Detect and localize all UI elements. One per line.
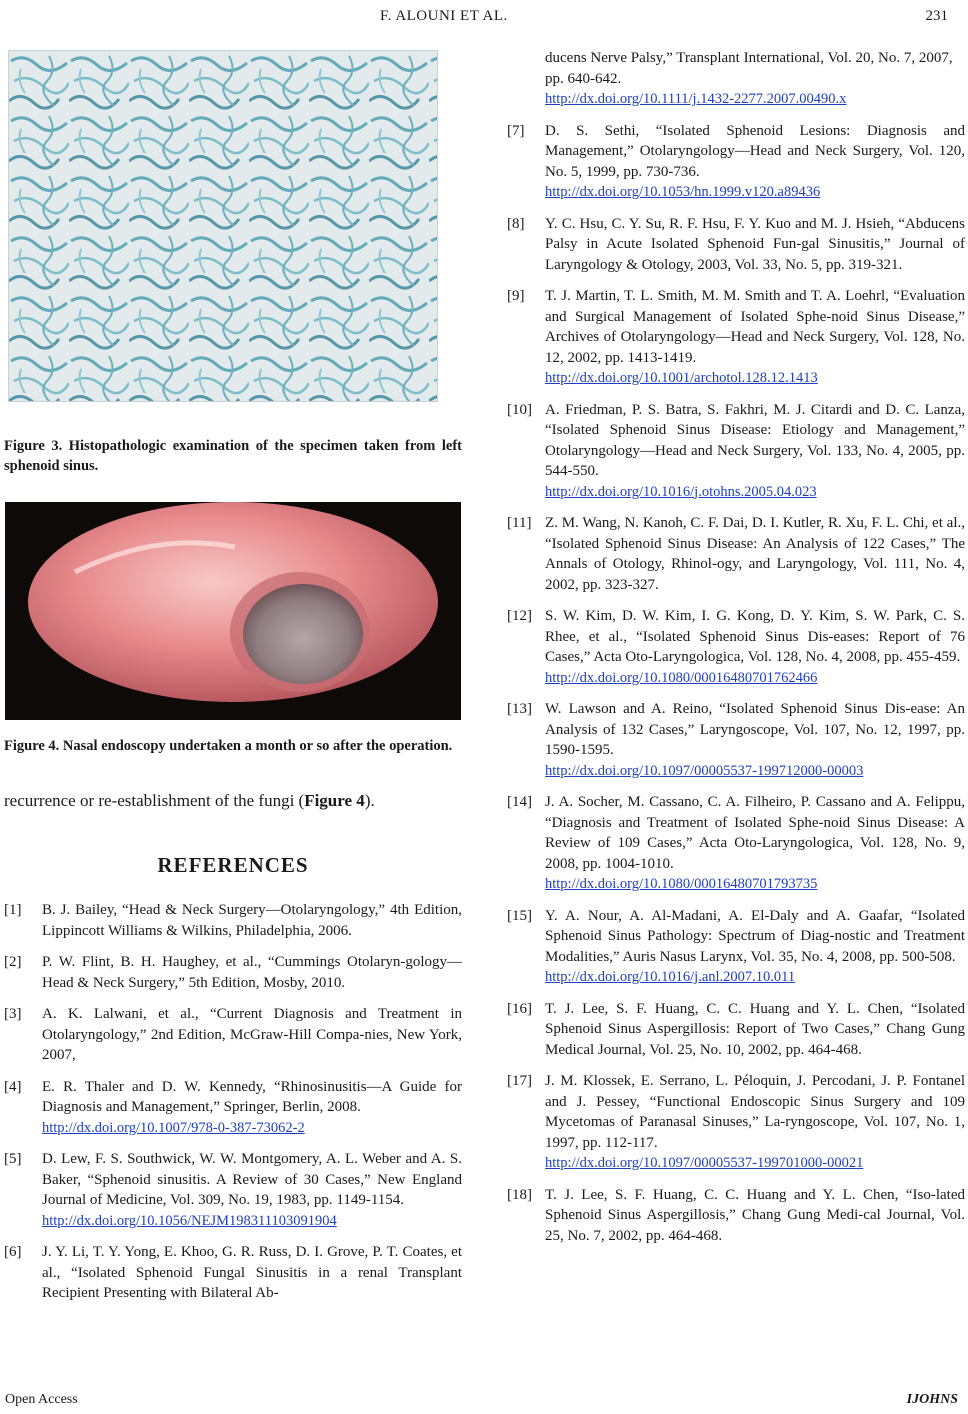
reference-item [507, 121, 965, 203]
reference-item [4, 1149, 462, 1231]
reference-item [507, 1071, 965, 1174]
reference-number: [12] [507, 608, 532, 624]
reference-text: Z. M. Wang, N. Kanoh, C. F. Dai, D. I. Kutler, R. Xu, F. L. Chi, et al., “Isolated Sphenoid Sinus Disease: An Analysis of 122 Cases,” The Annals of Otology, Rhinol-ogy, and Laryngology, Vol. 111, No. 4, 2002, pp. 323-327. [545, 515, 965, 593]
reference-number: [3] [4, 1006, 22, 1022]
reference-number: [13] [507, 701, 532, 717]
reference-doi-link[interactable]: http://dx.doi.org/10.1007/978-0-387-73062-2 [42, 1119, 305, 1136]
reference-doi-link[interactable]: http://dx.doi.org/10.1111/j.1432-2277.2007.00490.x [545, 91, 847, 107]
reference-number: [14] [507, 794, 532, 810]
reference-text: E. R. Thaler and D. W. Kennedy, “Rhinosinusitis—A Guide for Diagnosis and Management,” Springer, Berlin, 2008. [42, 1078, 462, 1115]
reference-item [507, 400, 965, 503]
body-text: recurrence or re-establishment of the fungi ( [4, 791, 305, 810]
reference-number: [11] [507, 515, 532, 531]
footer-journal: IJOHNS [906, 1392, 958, 1407]
reference-text: ducens Nerve Palsy,” Transplant International, Vol. 20, No. 7, 2007, pp. 640-642. [545, 50, 953, 87]
reference-doi-link[interactable]: http://dx.doi.org/10.1097/00005537-199701000-00021 [545, 1155, 864, 1171]
endoscopy-image [5, 502, 461, 720]
reference-item [507, 999, 965, 1061]
reference-item [507, 606, 965, 688]
reference-number: [6] [4, 1244, 22, 1260]
reference-doi-link[interactable]: http://dx.doi.org/10.1053/hn.1999.v120.a89436 [545, 184, 821, 200]
reference-number: [18] [507, 1186, 532, 1203]
reference-item [4, 1004, 462, 1066]
histology-image [9, 51, 437, 401]
reference-doi-link[interactable]: http://dx.doi.org/10.1016/j.anl.2007.10.011 [545, 969, 796, 985]
figure-4-caption: Figure 4. Nasal endoscopy undertaken a month or so after the operation. [4, 738, 453, 754]
reference-text: P. W. Flint, B. H. Haughey, et al., “Cummings Otolaryn-gology—Head & Neck Surgery,” 5th Edition, Mosby, 2010. [42, 954, 462, 991]
reference-item [507, 1185, 965, 1247]
reference-item [507, 906, 965, 988]
reference-number: [5] [4, 1151, 22, 1167]
reference-text: J. M. Klossek, E. Serrano, L. Péloquin, J. Percodani, J. P. Fontanel and J. Pessey, “Functional Endoscopic Sinus Surgery and 109 Mycetomas of Paranasal Sinuses,” La-ryngoscope, Vol. 107, No. 1, 1997, pp. 112-117. [545, 1073, 965, 1151]
reference-doi-link[interactable]: http://dx.doi.org/10.1080/00016480701762466 [545, 669, 818, 686]
figure-3-caption: Figure 3. Histopathologic examination of the specimen taken from left sphenoid sinus. [4, 438, 462, 474]
reference-item [507, 513, 965, 595]
reference-item [4, 1242, 462, 1304]
reference-number: [2] [4, 954, 22, 970]
reference-doi-link[interactable]: http://dx.doi.org/10.1080/00016480701793735 [545, 876, 818, 892]
references-heading: REFERENCES [157, 853, 309, 877]
left-column [4, 50, 462, 1315]
running-author: F. ALOUNI ET AL. [380, 8, 508, 24]
body-text-end: ). [364, 791, 375, 810]
reference-number: [10] [507, 401, 532, 418]
reference-text: J. A. Socher, M. Cassano, C. A. Filheiro, P. Cassano and A. Felippu, “Diagnosis and Treatment of Isolated Sphe-noid Sinus Disease: A Review of 109 Cases,” Acta Oto-Laryngologica, Vol. 128, No. 9, 2008, pp. 1004-1010. [545, 794, 965, 872]
reference-number: [15] [507, 907, 532, 924]
reference-text: T. J. Lee, S. F. Huang, C. C. Huang and Y. L. Chen, “Isolated Sphenoid Sinus Aspergillosis: Report of Two Cases,” Chang Gung Medical Journal, Vol. 25, No. 10, 2002, pp. 464-468. [545, 1000, 965, 1058]
body-paragraph [4, 789, 462, 813]
reference-item [4, 1077, 462, 1139]
reference-number: [7] [507, 122, 525, 139]
reference-text: A. K. Lalwani, et al., “Current Diagnosis and Treatment in Otolaryngology,” 2nd Edition, McGraw-Hill Compa-nies, New York, 2007, [42, 1006, 462, 1063]
reference-text: T. J. Martin, T. L. Smith, M. M. Smith and T. A. Loehrl, “Evaluation and Surgical Management of Isolated Sphe-noid Sinus Disease,” Archives of Otolaryngology—Head and Neck Surgery, Vol. 128, No. 12, 2002, pp. 1413-1419. [545, 288, 965, 366]
reference-text: T. J. Lee, S. F. Huang, C. C. Huang and Y. L. Chen, “Iso-lated Sphenoid Sinus Aspergillosis,” Chang Gung Medi-cal Journal, Vol. 25, No. 7, 2002, pp. 464-468. [545, 1186, 965, 1244]
reference-doi-link[interactable]: http://dx.doi.org/10.1056/NEJM198311103091904 [42, 1212, 337, 1229]
reference-number: [9] [507, 288, 525, 304]
figure-4-reference: Figure 4 [304, 791, 365, 810]
reference-text: W. Lawson and A. Reino, “Isolated Sphenoid Sinus Dis-ease: An Analysis of 132 Cases,” Laryngoscope, Vol. 107, No. 12, 1997, pp. 1590-1595. [545, 701, 965, 758]
reference-number: [16] [507, 1000, 532, 1017]
reference-doi-link[interactable]: http://dx.doi.org/10.1001/archotol.128.12.1413 [545, 370, 818, 386]
page-number: 231 [925, 8, 948, 24]
footer-open-access: Open Access [5, 1392, 78, 1407]
reference-text: D. S. Sethi, “Isolated Sphenoid Lesions: Diagnosis and Management,” Otolaryngology—Head and Neck Surgery, Vol. 120, No. 5, 1999, pp. 730-736. [545, 122, 965, 180]
right-column [507, 48, 965, 1257]
reference-item [4, 952, 462, 993]
reference-item [507, 286, 965, 389]
reference-item [507, 214, 965, 276]
reference-item [507, 699, 965, 781]
figure-4-endoscopy-image [5, 502, 461, 720]
reference-list-left [4, 900, 462, 1304]
reference-number: [8] [507, 215, 525, 232]
reference-number: [1] [4, 902, 22, 918]
reference-number: [17] [507, 1073, 532, 1089]
reference-text: Y. A. Nour, A. Al-Madani, A. El-Daly and A. Gaafar, “Isolated Sphenoid Sinus Pathology: Spectrum of Diag-nostic and Treatment Modalities,” Auris Nasus Larynx, Vol. 35, No. 4, 2008, pp. 500-508. [545, 907, 965, 965]
running-header [0, 8, 968, 32]
reference-doi-link[interactable]: http://dx.doi.org/10.1016/j.otohns.2005.04.023 [545, 483, 817, 500]
reference-text: D. Lew, F. S. Southwick, W. W. Montgomery, A. L. Weber and A. S. Baker, “Sphenoid sinusitis. A Review of 30 Cases,” New England Journal of Medicine, Vol. 309, No. 19, 1983, pp. 1149-1154. [42, 1151, 462, 1208]
reference-item [507, 792, 965, 895]
reference-text: S. W. Kim, D. W. Kim, I. G. Kong, D. Y. Kim, S. W. Park, C. S. Rhee, et al., “Isolated Sphenoid Sinus Dis-eases: Report of 76 Cases,” Acta Oto-Laryngologica, Vol. 128, No. 4, 2008, pp. 455-459. [545, 608, 965, 665]
reference-item [4, 900, 462, 941]
figure-3-histopathology-image [8, 50, 438, 402]
reference-text: Y. C. Hsu, C. Y. Su, R. F. Hsu, F. Y. Kuo and M. J. Hsieh, “Abducens Palsy in Acute Isolated Sphenoid Fun-gal Sinusitis,” Journal of Laryngology & Otology, 2003, Vol. 33, No. 5, pp. 319-321. [545, 215, 965, 273]
reference-text: B. J. Bailey, “Head & Neck Surgery—Otolaryngology,” 4th Edition, Lippincott Williams & Wilkins, Philadelphia, 2006. [42, 902, 462, 939]
reference-continuation [507, 48, 965, 110]
reference-number: [4] [4, 1078, 22, 1095]
reference-doi-link[interactable]: http://dx.doi.org/10.1097/00005537-199712000-00003 [545, 762, 864, 779]
reference-text: J. Y. Li, T. Y. Yong, E. Khoo, G. R. Russ, D. I. Grove, P. T. Coates, et al., “Isolated Sphenoid Fungal Sinusitis in a renal Transplant Recipient Presenting with Bilateral Ab- [42, 1244, 462, 1301]
reference-text: A. Friedman, P. S. Batra, S. Fakhri, M. J. Citardi and D. C. Lanza, “Isolated Sphenoid Sinus Disease: Etiology and Management,” Otolaryngology—Head and Neck Surgery, Vol. 133, No. 4, 2005, pp. 544-550. [545, 401, 965, 479]
